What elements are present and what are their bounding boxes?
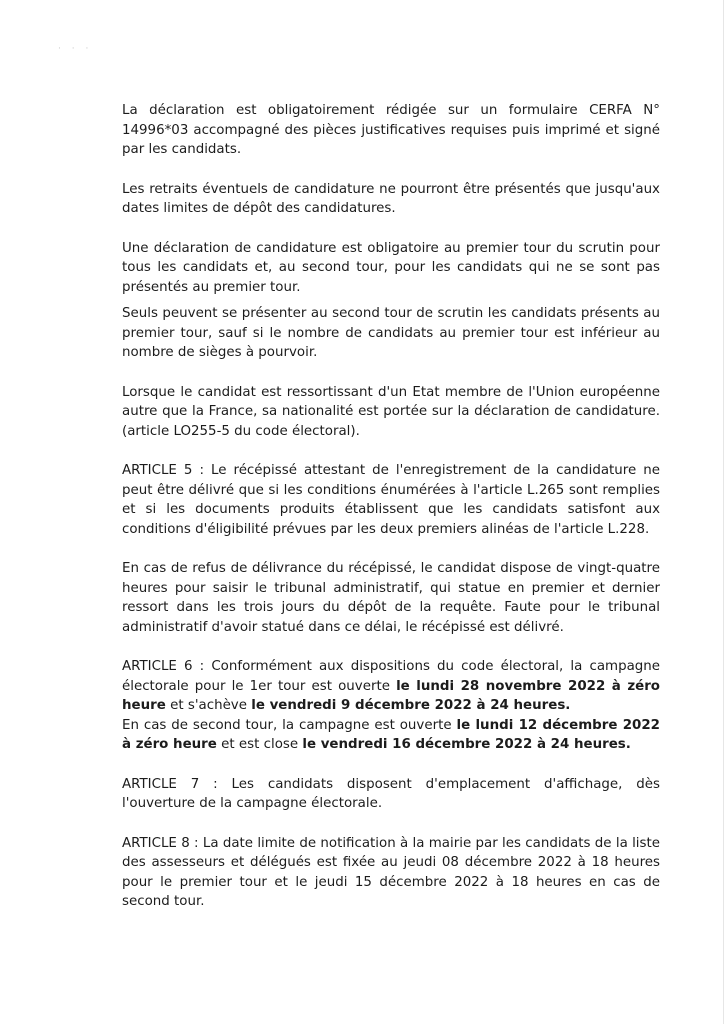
article-5-text: Le récépissé attestant de l'enregistrement de la candidature ne peut être délivré que si les conditions énumérées à l'article L.265 sont remplies et si les documents produits établissent que les candidats satisfont aux conditions d'éligibilité prévues par les deux premiers alinéas de l'article L.228. <box>122 463 660 537</box>
article-6-text-2: et s'achève <box>170 698 247 713</box>
article-5 <box>122 461 660 539</box>
article-6-text-3: En cas de second tour, la campagne est ouverte <box>122 717 452 733</box>
article-6-date-cloture-2: le vendredi 16 décembre 2022 à 24 heures. <box>302 737 631 752</box>
document-page <box>122 101 660 932</box>
article-6-date-cloture-1: le vendredi 9 décembre 2022 à 24 heures. <box>251 698 571 713</box>
article-7 <box>122 775 660 814</box>
article-7-label: ARTICLE 7 : <box>122 776 218 792</box>
article-8-text: La date limite de notification à la mairie par les candidats de la liste des assesseurs et délégués est fixée au jeudi 08 décembre 2022 à 18 heures pour le premier tour et le jeudi 15 décembre 2022 à 18 heures en cas de second tour. <box>122 835 660 909</box>
paragraph-declaration-obligatoire: Une déclaration de candidature est obligatoire au premier tour du scrutin pour tous les candidats et, au second tour, pour les candidats qui ne se sont pas présentés au premier tour. <box>122 240 660 295</box>
paragraph-ressortissant-ue: Lorsque le candidat est ressortissant d'un Etat membre de l'Union européenne autre que la France, sa nationalité est portée sur la déclaration de candidature. (article LO255-5 du code électoral). <box>122 384 660 439</box>
scan-speck: · · · <box>58 44 93 54</box>
article-7-text: Les candidats disposent d'emplacement d'affichage, dès l'ouverture de la campagne électorale. <box>122 776 660 811</box>
article-6-label: ARTICLE 6 : <box>122 659 205 674</box>
paragraph-refus-recepisse: En cas de refus de délivrance du récépissé, le candidat dispose de vingt-quatre heures pour saisir le tribunal administratif, qui statue en premier et dernier ressort dans les trois jours du dépôt de la requête. Faute pour le tribunal administratif d'avoir statué dans ce délai, le récépissé est délivré. <box>122 561 660 635</box>
article-6-date-ouverture-2: le lundi 12 décembre 2022 à zéro heure <box>122 717 660 752</box>
article-6-text-4: et est close <box>221 737 299 752</box>
article-6-date-ouverture-1: le lundi 28 novembre 2022 à zéro heure <box>122 678 661 713</box>
paragraph-second-tour: Seuls peuvent se présenter au second tour de scrutin les candidats présents au premier tour, sauf si le nombre de candidats au premier tour est inférieur au nombre de sièges à pourvoir. <box>122 306 660 360</box>
article-6 <box>122 657 660 755</box>
article-5-label: ARTICLE 5 : <box>122 463 204 478</box>
paragraph-retraits: Les retraits éventuels de candidature ne pourront être présentés que jusqu'aux dates limites de dépôt des candidatures. <box>122 181 660 216</box>
article-8-label: ARTICLE 8 : <box>122 835 199 851</box>
paragraph-declaration-cerfa: La déclaration est obligatoirement rédigée sur un formulaire CERFA N° 14996*03 accompagné des pièces justificatives requises puis imprimé et signé par les candidats. <box>122 103 660 157</box>
article-6-text-1: Conformément aux dispositions du code électoral, la campagne électorale pour le 1er tour est ouverte <box>122 659 661 694</box>
article-8 <box>122 834 660 912</box>
